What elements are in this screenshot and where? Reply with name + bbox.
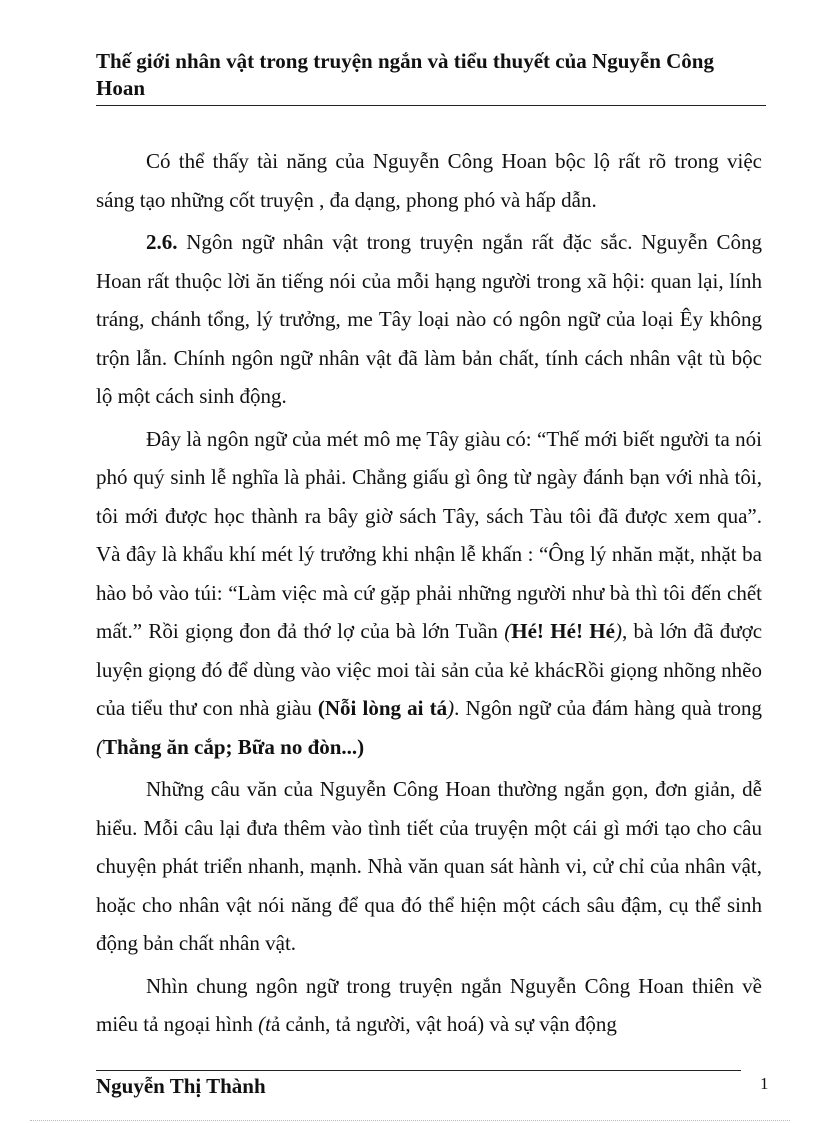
quote-he-he-he: Hé! Hé! Hé <box>511 619 615 643</box>
paragraph-3-text-c: . Ngôn ngữ của đám hàng quà trong <box>454 696 762 720</box>
paragraph-2-text: Ngôn ngữ nhân vật trong truyện ngắn rất đặc sắc. Nguyễn Công Hoan rất thuộc lời ăn tiếng nói của mỗi hạng người trong xã hội: quan lại, lính tráng, chánh tổng, lý trưởng, me Tây loại nào có ngôn ngữ của loại Êy không trộn lẫn. Chính ngôn ngữ nhân vật đã làm bản chất, tính cách nhân vật tù bộc lộ một cách sinh động. <box>96 230 762 408</box>
footer-divider <box>96 1070 741 1071</box>
page-bottom-edge <box>30 1120 790 1121</box>
paragraph-3-text-b: , bà lớn đã được luyện giọng đó để dùng vào việc moi tài sản của kẻ khácRồi giọng nhõng nhẽo của tiểu thư con nhà giàu <box>96 619 763 720</box>
paren-open-italic: ( <box>504 619 512 643</box>
header-divider <box>96 105 766 106</box>
paragraph-1: Có thể thấy tài năng của Nguyễn Công Hoan bộc lộ rất rõ trong việc sáng tạo những cốt truyện , đa dạng, phong phó và hấp dẫn. <box>96 149 762 212</box>
paragraph-4: Những câu văn của Nguyễn Công Hoan thường ngắn gọn, đơn giản, dễ hiểu. Mỗi câu lại đưa thêm vào tình tiết của truyện một cái gì mới tạo cho câu chuyện phát triển nhanh, mạnh. Nhà văn quan sát hành vi, cử chỉ của nhân vật, hoặc cho nhân vật nói năng để qua đó thể hiện một cách sâu đậm, cụ thể sinh động bản chất nhân vật. <box>96 777 762 955</box>
page-number: 1 <box>760 1074 769 1093</box>
paragraph-3 <box>96 420 762 767</box>
paren-open-italic-2: ( <box>96 734 103 759</box>
paragraph-5-text-a: Nhìn chung ngôn ngữ trong truyện ngắn Nguyễn Công Hoan thiên về miêu tả ngoại hình <box>96 973 762 1036</box>
paren-close-italic: ) <box>614 619 622 643</box>
paragraph-2 <box>96 223 762 416</box>
paragraph-5 <box>96 967 762 1044</box>
section-number: 2.6. <box>146 230 178 254</box>
title-thang-an-cap: Thằng ăn cắp; Bữa no đòn...) <box>103 734 365 759</box>
paren-open-italic-3: (t <box>258 1012 271 1036</box>
title-noi-long-ai-ta: (Nỗi lòng ai tá <box>317 696 448 720</box>
document-body <box>96 142 762 1044</box>
paren-close-italic-2: ) <box>447 696 455 720</box>
paragraph-3-text-a: Đây là ngôn ngữ của mét mô mẹ Tây giàu có: “Thế mới biết người ta nói phó quý sinh lễ nghĩa là phải. Chẳng giấu gì ông từ ngày đánh bạn với nhà tôi, tôi mới được học thành ra bây giờ sách Tây, sách Tàu tôi đã được xem qua”. Và đây là khẩu khí mét lý trưởng khi nhận lễ khấn : “Ông lý nhăn mặt, nhặt ba hào bỏ vào túi: “Làm việc mà cứ gặp phải những người như bà thì tôi đến chết mất.” Rồi giọng đon đả thớ lợ của bà lớn Tuần <box>96 426 762 643</box>
footer-author: Nguyễn Thị Thành <box>96 1074 266 1098</box>
page-header-title: Thế giới nhân vật trong truyện ngắn và tiểu thuyết của Nguyễn Công Hoan <box>96 49 714 100</box>
paragraph-5-text-b: ả cảnh, tả người, vật hoá) và sự vận động <box>270 1012 617 1036</box>
